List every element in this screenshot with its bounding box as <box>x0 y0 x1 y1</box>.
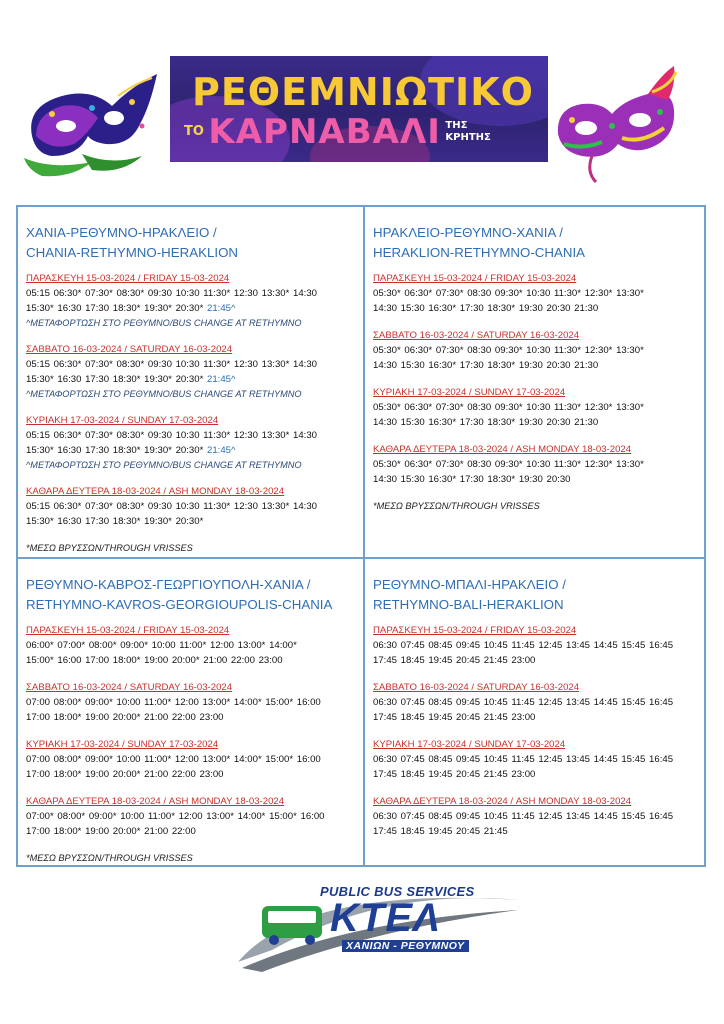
day-label: ΚΑΘΑΡΑ ΔΕΥΤΕΡΑ 18-03-2024 / ASH MONDAY 18-03-2024 <box>373 796 632 807</box>
banner-to: ΤΟ <box>184 124 204 139</box>
day-label: ΚΥΡΙΑΚΗ 17-03-2024 / SUNDAY 17-03-2024 <box>373 387 566 398</box>
day-block <box>373 625 700 668</box>
grid-divider-horizontal <box>18 557 704 559</box>
day-block <box>373 273 700 316</box>
departure-times <box>26 809 357 839</box>
bus-change-note: ^ΜΕΤΑΦΟΡΤΩΣΗ ΣΤΟ ΡΕΘΥΜΝΟ/BUS CHANGE AT RETHYMNO <box>26 389 302 399</box>
day-label: ΚΑΘΑΡΑ ΔΕΥΤΕΡΑ 18-03-2024 / ASH MONDAY 18-03-2024 <box>26 796 285 807</box>
day-label: ΣΑΒΒΑΤΟ 16-03-2024 / SATURDAY 16-03-2024 <box>373 330 580 341</box>
times-line: 17:00 18:00* 19:00 20:00* 21:00 22:00 23:00 <box>26 769 224 780</box>
route-title-english: RETHYMNO-KAVROS-GEORGIOUPOLIS-CHANIA <box>26 597 333 612</box>
times-line: 17:45 18:45 19:45 20:45 21:45 23:00 <box>373 655 536 666</box>
day-block <box>26 344 357 401</box>
times-line: 05:30* 06:30* 07:30* 08:30 09:30* 10:30 11:30* 12:30* 13:30* <box>373 345 644 356</box>
departure-times <box>373 343 700 373</box>
times-line <box>26 443 357 458</box>
route-title-english: CHANIA-RETHYMNO-HERAKLION <box>26 245 239 260</box>
day-block <box>373 444 700 487</box>
times-line: 07:00 08:00* 09:00* 10:00 11:00* 12:00 13:00* 14:00* 15:00* 16:00 <box>26 697 321 708</box>
bus-change-time: 21:45^ <box>206 303 236 314</box>
ktel-logo <box>232 880 524 976</box>
day-block <box>26 682 357 725</box>
logo-subtitle: ΧΑΝΙΩΝ - ΡΕΘΥΜΝΟΥ <box>342 940 469 952</box>
day-label: ΠΑΡΑΣΚΕΥΗ 15-03-2024 / FRIDAY 15-03-2024 <box>373 273 577 284</box>
day-block <box>26 625 357 668</box>
departure-times <box>26 752 357 782</box>
day-block <box>26 415 357 472</box>
day-label: ΠΑΡΑΣΚΕΥΗ 15-03-2024 / FRIDAY 15-03-2024 <box>26 273 230 284</box>
day-block <box>373 682 700 725</box>
departure-times <box>26 695 357 725</box>
departure-times <box>373 400 700 430</box>
day-label: ΚΑΘΑΡΑ ΔΕΥΤΕΡΑ 18-03-2024 / ASH MONDAY 18-03-2024 <box>26 486 285 497</box>
departure-times <box>373 752 700 782</box>
times-line: 05:30* 06:30* 07:30* 08:30 09:30* 10:30 11:30* 12:30* 13:30* <box>373 288 644 299</box>
logo-wordmark: ΚΤΕΛ <box>330 896 441 940</box>
departure-times <box>26 428 357 458</box>
times-line: 05:15 06:30* 07:30* 08:30* 09:30 10:30 11:30* 12:30 13:30* 14:30 <box>26 359 318 370</box>
departure-times <box>26 499 357 529</box>
banner-karnavali: ΚΑΡΝΑΒΑΛΙ <box>208 112 441 152</box>
bus-change-note: ^ΜΕΤΑΦΟΡΤΩΣΗ ΣΤΟ ΡΕΘΥΜΝΟ/BUS CHANGE AT RETHYMNO <box>26 460 302 470</box>
departure-times <box>373 457 700 487</box>
bus-change-time: 21:45^ <box>206 445 236 456</box>
times-line-text: 15:30* 16:30 17:30 18:30* 19:30* 20:30* <box>26 374 204 385</box>
day-block <box>26 739 357 782</box>
times-line: 14:30 15:30 16:30* 17:30 18:30* 19:30 20:30 21:30 <box>373 360 599 371</box>
day-label: ΠΑΡΑΣΚΕΥΗ 15-03-2024 / FRIDAY 15-03-2024 <box>26 625 230 636</box>
day-label: ΣΑΒΒΑΤΟ 16-03-2024 / SATURDAY 16-03-2024 <box>373 682 580 693</box>
carnival-mask-left-image <box>22 66 162 180</box>
day-label: ΚΥΡΙΑΚΗ 17-03-2024 / SUNDAY 17-03-2024 <box>26 739 219 750</box>
day-label: ΚΥΡΙΑΚΗ 17-03-2024 / SUNDAY 17-03-2024 <box>373 739 566 750</box>
times-line: 07:00 08:00* 09:00* 10:00 11:00* 12:00 13:00* 14:00* 15:00* 16:00 <box>26 754 321 765</box>
departure-times <box>373 809 700 839</box>
day-label: ΠΑΡΑΣΚΕΥΗ 15-03-2024 / FRIDAY 15-03-2024 <box>373 625 577 636</box>
times-line: 14:30 15:30 16:30* 17:30 18:30* 19:30 20:30 21:30 <box>373 303 599 314</box>
panel-rethymno-heraklion <box>365 575 706 853</box>
day-block <box>373 739 700 782</box>
day-block <box>26 486 357 529</box>
day-label: ΚΥΡΙΑΚΗ 17-03-2024 / SUNDAY 17-03-2024 <box>26 415 219 426</box>
schedule-grid <box>16 205 706 867</box>
times-line: 06:30 07:45 08:45 09:45 10:45 11:45 12:45 13:45 14:45 15:45 16:45 <box>373 640 674 651</box>
times-line: 05:15 06:30* 07:30* 08:30* 09:30 10:30 11:30* 12:30 13:30* 14:30 <box>26 430 318 441</box>
times-line: 14:30 15:30 16:30* 17:30 18:30* 19:30 20:30 21:30 <box>373 417 599 428</box>
times-line: 15:30* 16:30 17:30 18:30* 19:30* 20:30* <box>26 516 204 527</box>
departure-times <box>26 286 357 316</box>
vrisses-footnote: *ΜΕΣΩ ΒΡΥΣΣΩΝ/THROUGH VRISSES <box>373 501 540 511</box>
route-title-greek: ΗΡΑΚΛΕΙΟ-ΡΕΘΥΜΝΟ-ΧΑΝΙΑ / <box>373 225 563 240</box>
times-line <box>26 301 357 316</box>
departure-times <box>373 638 700 668</box>
departure-times <box>26 357 357 387</box>
times-line: 06:30 07:45 08:45 09:45 10:45 11:45 12:45 13:45 14:45 15:45 16:45 <box>373 754 674 765</box>
banner-small-1: ΤΗΣ <box>445 120 468 131</box>
times-line: 17:00 18:00* 19:00 20:00* 21:00 22:00 23:00 <box>26 712 224 723</box>
panel-chania-heraklion <box>18 223 363 555</box>
times-line: 05:30* 06:30* 07:30* 08:30 09:30* 10:30 11:30* 12:30* 13:30* <box>373 402 644 413</box>
day-label: ΚΑΘΑΡΑ ΔΕΥΤΕΡΑ 18-03-2024 / ASH MONDAY 18-03-2024 <box>373 444 632 455</box>
banner-title-line2 <box>184 114 491 150</box>
times-line: 17:00 18:00* 19:00 20:00* 21:00 22:00 <box>26 826 196 837</box>
bus-change-time: 21:45^ <box>206 374 236 385</box>
day-label: ΣΑΒΒΑΤΟ 16-03-2024 / SATURDAY 16-03-2024 <box>26 344 233 355</box>
route-title <box>26 575 357 615</box>
logo-tagline: PUBLIC BUS SERVICES <box>320 884 475 899</box>
route-title-greek: ΧΑΝΙΑ-ΡΕΘΥΜΝΟ-ΗΡΑΚΛΕΙΟ / <box>26 225 217 240</box>
carnival-banner <box>170 56 548 162</box>
times-line: 17:45 18:45 19:45 20:45 21:45 <box>373 826 508 837</box>
vrisses-footnote: *ΜΕΣΩ ΒΡΥΣΣΩΝ/THROUGH VRISSES <box>26 543 193 553</box>
departure-times <box>373 695 700 725</box>
times-line <box>26 372 357 387</box>
route-title <box>26 223 357 263</box>
departure-times <box>26 638 357 668</box>
route-title <box>373 223 700 263</box>
times-line: 06:30 07:45 08:45 09:45 10:45 11:45 12:45 13:45 14:45 15:45 16:45 <box>373 811 674 822</box>
times-line: 17:45 18:45 19:45 20:45 21:45 23:00 <box>373 712 536 723</box>
carnival-mask-right-image <box>552 64 678 184</box>
times-line-text: 15:30* 16:30 17:30 18:30* 19:30* 20:30* <box>26 445 204 456</box>
day-block <box>26 273 357 330</box>
times-line: 15:00* 16:00 17:00 18:00* 19:00 20:00* 21:00 22:00 23:00 <box>26 655 283 666</box>
times-line: 05:15 06:30* 07:30* 08:30* 09:30 10:30 11:30* 12:30 13:30* 14:30 <box>26 501 318 512</box>
day-block <box>26 796 357 839</box>
day-label: ΣΑΒΒΑΤΟ 16-03-2024 / SATURDAY 16-03-2024 <box>26 682 233 693</box>
day-block <box>373 330 700 373</box>
times-line: 06:30 07:45 08:45 09:45 10:45 11:45 12:45 13:45 14:45 15:45 16:45 <box>373 697 674 708</box>
times-line: 07:00* 08:00* 09:00* 10:00 11:00* 12:00 13:00* 14:00* 15:00* 16:00 <box>26 811 325 822</box>
times-line: 17:45 18:45 19:45 20:45 21:45 23:00 <box>373 769 536 780</box>
vrisses-footnote: *ΜΕΣΩ ΒΡΥΣΣΩΝ/THROUGH VRISSES <box>26 853 193 863</box>
times-line: 05:15 06:30* 07:30* 08:30* 09:30 10:30 11:30* 12:30 13:30* 14:30 <box>26 288 318 299</box>
bus-change-note: ^ΜΕΤΑΦΟΡΤΩΣΗ ΣΤΟ ΡΕΘΥΜΝΟ/BUS CHANGE AT RETHYMNO <box>26 318 302 328</box>
times-line: 14:30 15:30 16:30* 17:30 18:30* 19:30 20:30 <box>373 474 571 485</box>
panel-heraklion-chania <box>365 223 706 513</box>
departure-times <box>373 286 700 316</box>
day-block <box>373 796 700 839</box>
route-title-greek: ΡΕΘΥΜΝΟ-ΚΑΒΡΟΣ-ΓΕΩΡΓΙΟΥΠΟΛΗ-ΧΑΝΙΑ / <box>26 577 311 592</box>
banner-tis-kritis <box>445 120 490 144</box>
route-title-english: RETHYMNO-BALI-HERAKLION <box>373 597 564 612</box>
times-line: 06:00* 07:00* 08:00* 09:00* 10:00 11:00* 12:00 13:00* 14:00* <box>26 640 297 651</box>
route-title-english: HERAKLION-RETHYMNO-CHANIA <box>373 245 586 260</box>
banner-small-2: ΚΡΗΤΗΣ <box>445 132 491 143</box>
day-block <box>373 387 700 430</box>
panel-rethymno-chania <box>18 575 363 865</box>
route-title-greek: ΡΕΘΥΜΝΟ-ΜΠΑΛΙ-ΗΡΑΚΛΕΙΟ / <box>373 577 566 592</box>
times-line-text: 15:30* 16:30 17:30 18:30* 19:30* 20:30* <box>26 303 204 314</box>
route-title <box>373 575 700 615</box>
banner-title-line1: ΡΕΘΕΜΝΙΩΤΙΚΟ <box>192 70 534 114</box>
times-line: 05:30* 06:30* 07:30* 08:30 09:30* 10:30 11:30* 12:30* 13:30* <box>373 459 644 470</box>
